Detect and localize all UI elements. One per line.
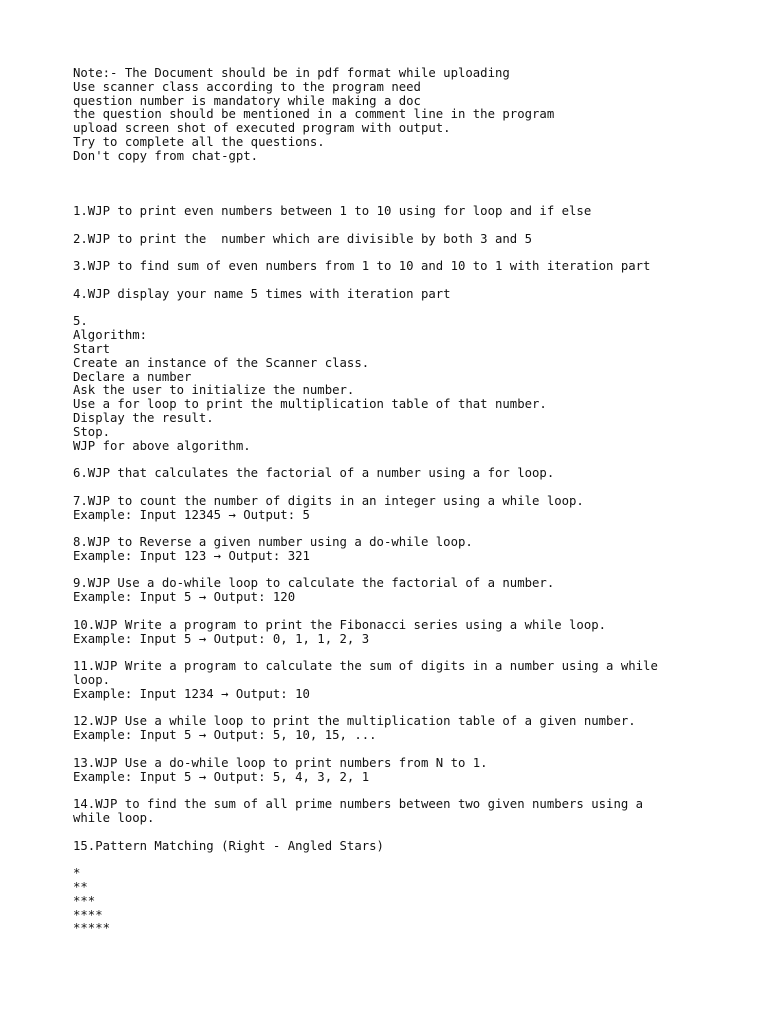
note-line: upload screen shot of executed program with output. — [73, 121, 451, 136]
document-body — [73, 67, 723, 936]
algorithm-step: Use a for loop to print the multiplication table of that number. — [73, 397, 547, 412]
question-text: 11.WJP Write a program to calculate the sum of digits in a number using a while — [73, 659, 658, 674]
algorithm-step: Stop. — [73, 424, 111, 439]
question-5 — [73, 315, 723, 453]
question-6: 6.WJP that calculates the factorial of a number using a for loop. — [73, 466, 555, 481]
question-text-continued: loop. — [73, 673, 111, 688]
question-15 — [73, 840, 723, 937]
question-14 — [73, 798, 723, 826]
star-pattern-row: *** — [73, 893, 96, 908]
question-example: Example: Input 1234 → Output: 10 — [73, 686, 310, 701]
question-8 — [73, 536, 723, 564]
instructions-block — [73, 67, 723, 164]
algorithm-step: Start — [73, 341, 111, 356]
algorithm-heading: Algorithm: — [73, 328, 148, 343]
question-text: 10.WJP Write a program to print the Fibonacci series using a while loop. — [73, 617, 607, 632]
question-5-number: 5. — [73, 314, 88, 329]
question-example: Example: Input 5 → Output: 0, 1, 1, 2, 3 — [73, 631, 370, 646]
question-text: 15.Pattern Matching (Right - Angled Stars) — [73, 838, 384, 853]
algorithm-step: Display the result. — [73, 410, 214, 425]
question-5-task: WJP for above algorithm. — [73, 438, 251, 453]
star-pattern-row: **** — [73, 907, 103, 922]
question-text: 14.WJP to find the sum of all prime numbers between two given numbers using a — [73, 797, 644, 812]
question-4: 4.WJP display your name 5 times with iteration part — [73, 286, 451, 301]
question-example: Example: Input 5 → Output: 5, 10, 15, ... — [73, 728, 377, 743]
question-example: Example: Input 123 → Output: 321 — [73, 548, 310, 563]
question-text: 7.WJP to count the number of digits in an integer using a while loop. — [73, 493, 584, 508]
note-line: Try to complete all the questions. — [73, 134, 325, 149]
question-13 — [73, 757, 723, 785]
algorithm-step: Ask the user to initialize the number. — [73, 383, 355, 398]
note-line: Use scanner class according to the program need — [73, 79, 421, 94]
question-text: 8.WJP to Reverse a given number using a do-while loop. — [73, 535, 473, 550]
note-line: Don't copy from chat-gpt. — [73, 148, 259, 163]
question-7 — [73, 495, 723, 523]
question-text: 12.WJP Use a while loop to print the multiplication table of a given number. — [73, 714, 636, 729]
star-pattern-row: * — [73, 866, 81, 881]
question-12 — [73, 715, 723, 743]
question-text: 9.WJP Use a do-while loop to calculate the factorial of a number. — [73, 576, 555, 591]
question-3: 3.WJP to find sum of even numbers from 1 to 10 and 10 to 1 with iteration part — [73, 259, 651, 274]
question-11 — [73, 660, 723, 701]
note-line: the question should be mentioned in a comment line in the program — [73, 107, 555, 122]
question-text-continued: while loop. — [73, 811, 155, 826]
note-line: Note:- The Document should be in pdf format while uploading — [73, 66, 510, 80]
question-text: 13.WJP Use a do-while loop to print numbers from N to 1. — [73, 755, 488, 770]
question-example: Example: Input 5 → Output: 5, 4, 3, 2, 1 — [73, 769, 370, 784]
star-pattern-row: ***** — [73, 921, 111, 936]
note-line: question number is mandatory while making a doc — [73, 93, 421, 108]
question-2: 2.WJP to print the number which are divisible by both 3 and 5 — [73, 231, 533, 246]
question-1: 1.WJP to print even numbers between 1 to 10 using for loop and if else — [73, 203, 592, 218]
question-example: Example: Input 12345 → Output: 5 — [73, 507, 310, 522]
question-10 — [73, 619, 723, 647]
question-9 — [73, 577, 723, 605]
question-example: Example: Input 5 → Output: 120 — [73, 590, 296, 605]
star-pattern-row: ** — [73, 880, 88, 895]
algorithm-step: Declare a number — [73, 369, 192, 384]
algorithm-step: Create an instance of the Scanner class. — [73, 355, 370, 370]
